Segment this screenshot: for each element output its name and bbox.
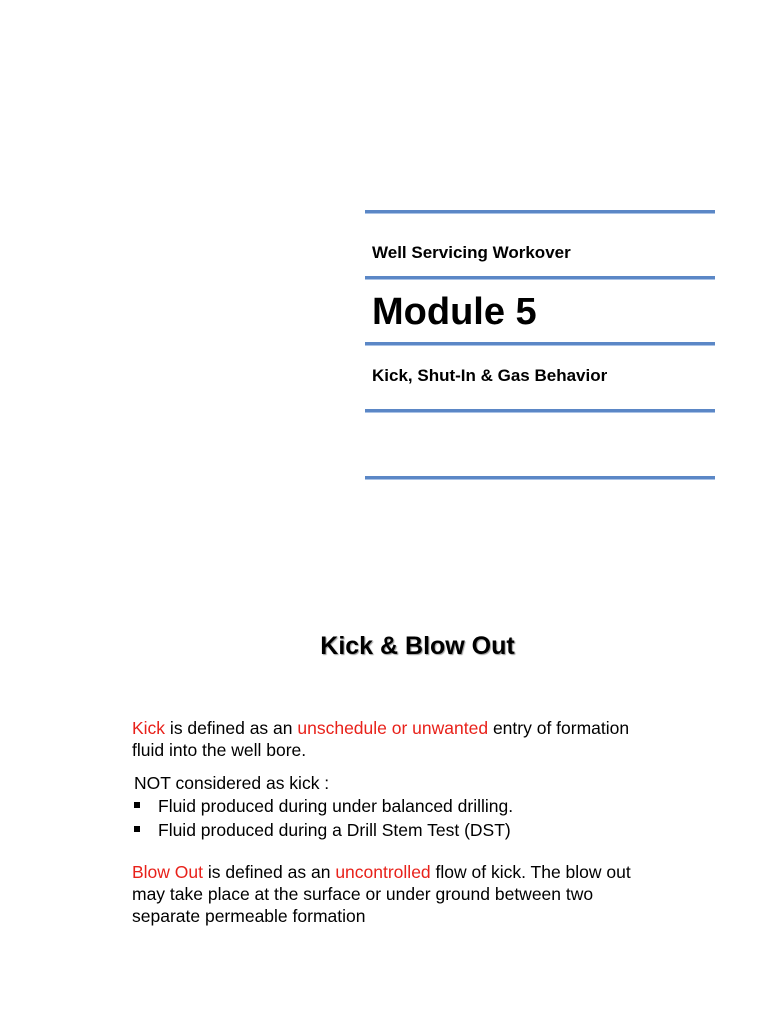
kick-term: Kick	[132, 718, 166, 738]
list-item-text: Fluid produced during a Drill Stem Test (DST)	[158, 820, 511, 840]
blowout-definition-line-1	[132, 861, 712, 883]
divider-bottom	[365, 476, 715, 479]
list-item	[134, 794, 513, 818]
kick-text-1: is defined as an	[165, 718, 298, 738]
kick-text-2: entry of formation	[488, 718, 630, 738]
divider-3	[365, 342, 715, 345]
kick-definition-line-1	[132, 717, 712, 739]
blowout-highlight: uncontrolled	[335, 862, 431, 882]
divider-top	[365, 210, 715, 213]
blowout-term: Blow Out	[132, 862, 203, 882]
not-considered-heading: NOT considered as kick :	[134, 773, 330, 793]
module-topic: Kick, Shut-In & Gas Behavior	[372, 366, 608, 385]
kick-highlight: unschedule or unwanted	[297, 718, 489, 738]
list-item	[134, 818, 513, 842]
blowout-definition-line-2: may take place at the surface or under ground between two	[132, 884, 594, 904]
bullet-square-icon	[134, 826, 140, 832]
blowout-definition	[132, 861, 712, 927]
module-title: Module 5	[372, 291, 537, 333]
not-considered-list	[134, 794, 513, 842]
bullet-square-icon	[134, 802, 140, 808]
section-title: Kick & Blow Out	[320, 632, 515, 660]
divider-4	[365, 409, 715, 412]
kick-definition-line-2: fluid into the well bore.	[132, 740, 307, 760]
course-title: Well Servicing Workover	[372, 243, 571, 262]
divider-2	[365, 276, 715, 279]
list-item-text: Fluid produced during under balanced drilling.	[158, 796, 514, 816]
kick-definition	[132, 717, 712, 761]
blowout-text-1: is defined as an	[203, 862, 336, 882]
blowout-text-2: flow of kick. The blow out	[430, 862, 631, 882]
blowout-definition-line-3: separate permeable formation	[132, 906, 366, 926]
